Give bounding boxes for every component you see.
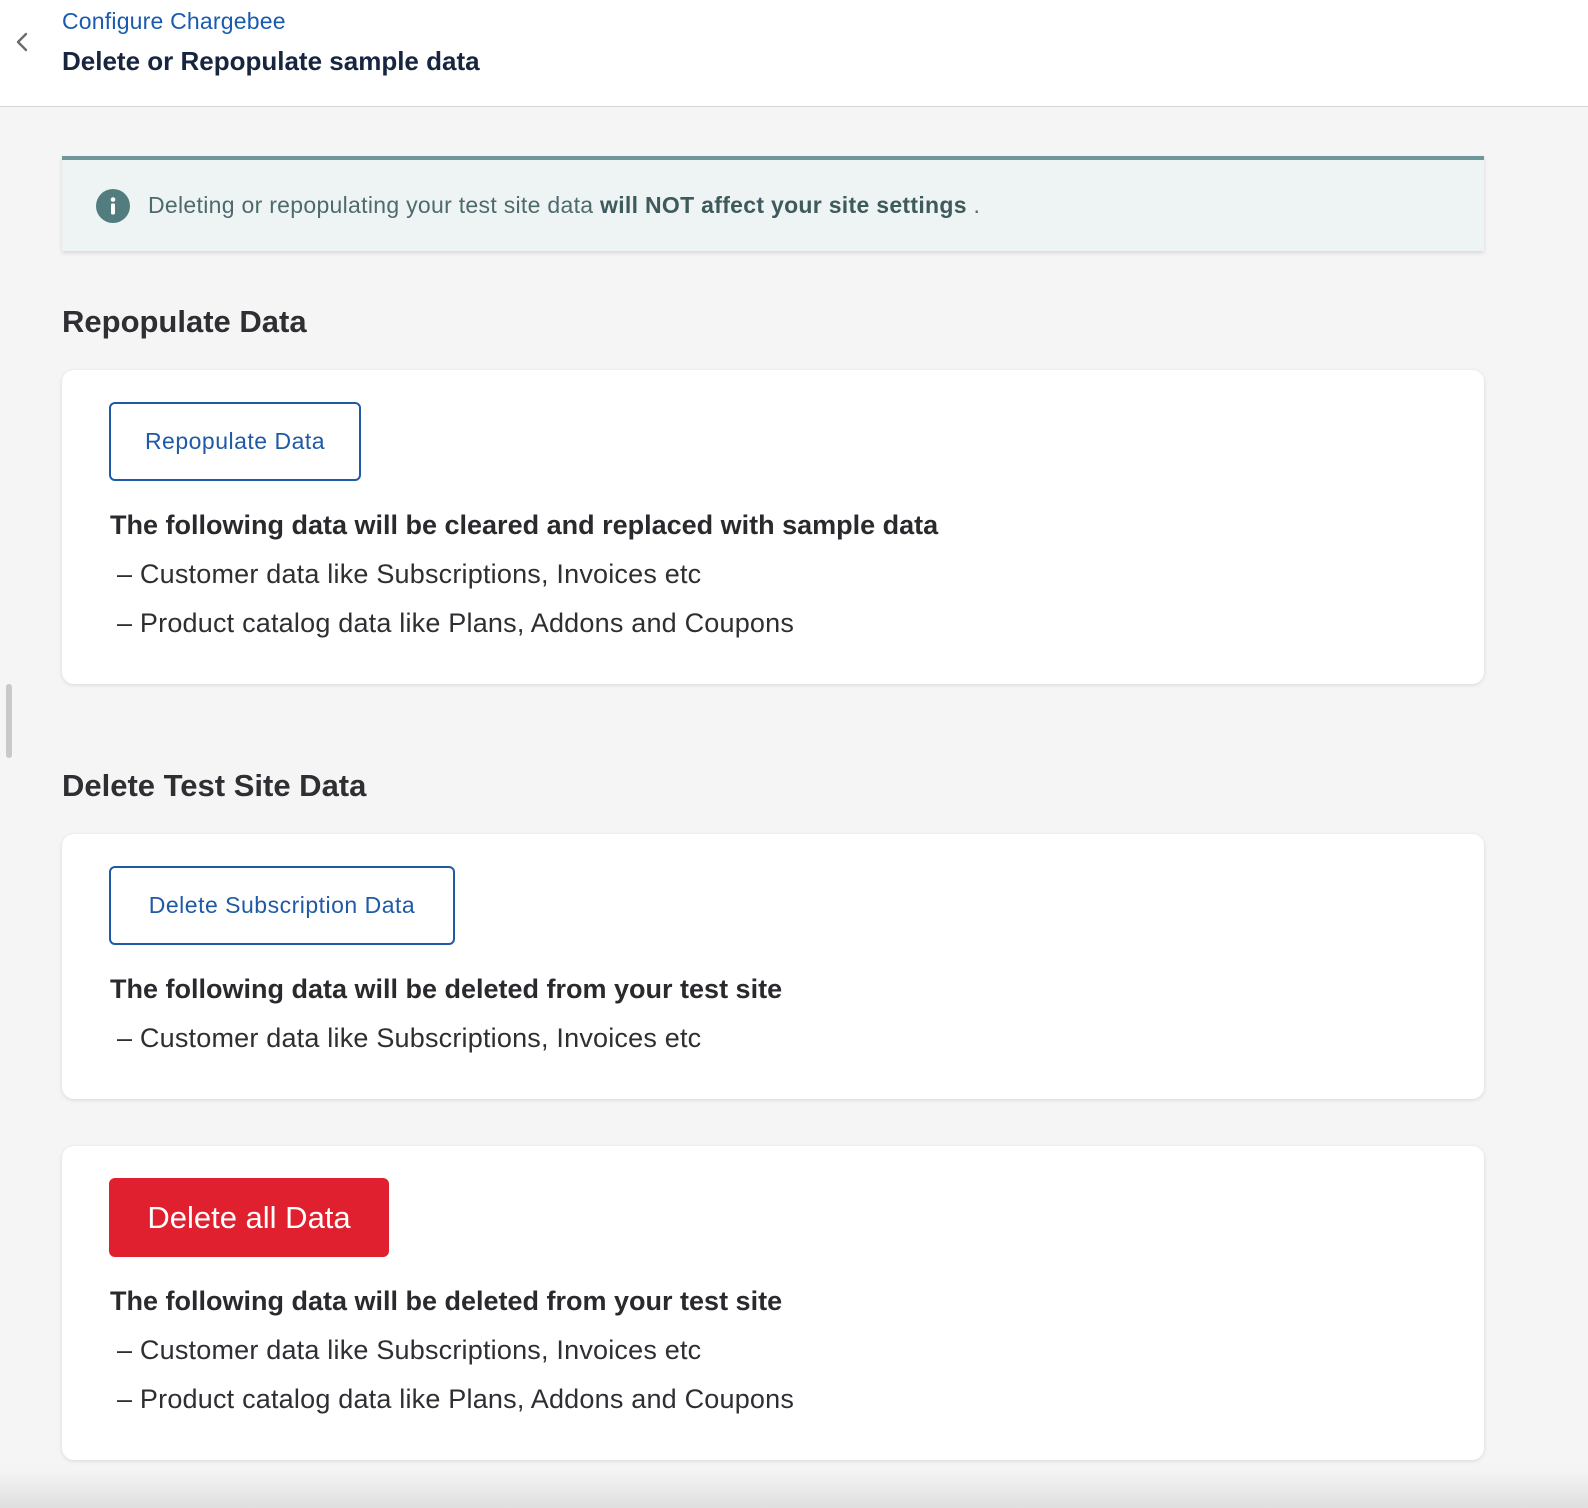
info-text-start: Deleting or repopulating your test site data (148, 192, 601, 218)
info-icon (96, 189, 130, 223)
chevron-left-icon (15, 32, 29, 52)
delete-all-data-button[interactable]: Delete all Data (109, 1178, 389, 1257)
page-title: Delete or Repopulate sample data (62, 46, 480, 76)
list-item: – Customer data like Subscriptions, Invoices etc (117, 1335, 702, 1365)
back-button[interactable] (6, 24, 38, 60)
repopulate-section-title: Repopulate Data (62, 304, 307, 339)
repopulate-card (62, 370, 1484, 684)
page-header (0, 0, 1588, 107)
list-item: – Customer data like Subscriptions, Invoices etc (117, 559, 702, 589)
info-text-emphasis: will NOT affect your site settings (600, 192, 967, 218)
delete-section-title: Delete Test Site Data (62, 768, 367, 803)
delete-all-item-list (117, 1326, 794, 1424)
list-item: – Product catalog data like Plans, Addons and Coupons (117, 608, 795, 638)
list-item: – Product catalog data like Plans, Addons and Coupons (117, 1384, 795, 1414)
delete-all-card-heading: The following data will be deleted from your test site (110, 1286, 783, 1316)
repopulate-item-list (117, 550, 794, 648)
list-item: – Customer data like Subscriptions, Invoices etc (117, 1023, 702, 1053)
info-message (148, 192, 980, 219)
info-text-end: . (966, 192, 981, 218)
info-banner (62, 156, 1484, 251)
delete-subscription-data-button[interactable]: Delete Subscription Data (109, 866, 455, 945)
repopulate-data-button[interactable]: Repopulate Data (109, 402, 361, 481)
repopulate-card-heading: The following data will be cleared and replaced with sample data (110, 510, 939, 540)
breadcrumb-link[interactable]: Configure Chargebee (62, 8, 286, 34)
delete-all-card (62, 1146, 1484, 1460)
delete-subscription-card (62, 834, 1484, 1099)
bottom-scroll-shadow (0, 1470, 1588, 1508)
delete-subscription-item-list (117, 1014, 701, 1063)
scroll-handle[interactable] (6, 684, 12, 758)
delete-subscription-card-heading: The following data will be deleted from your test site (110, 974, 783, 1004)
